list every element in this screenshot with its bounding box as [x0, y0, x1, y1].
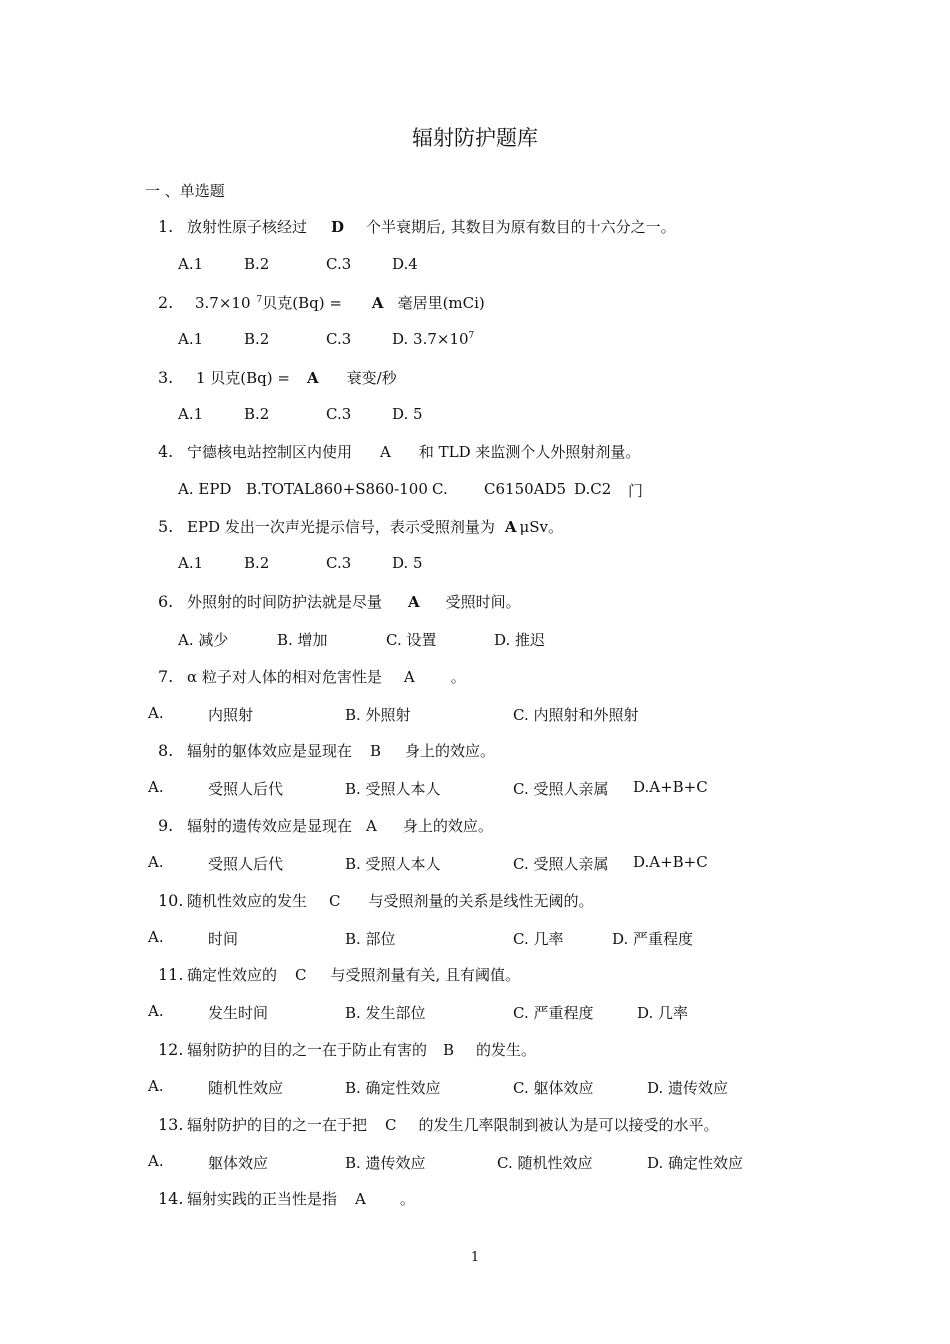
question-text: 辐射防护的目的之一在于防止有害的 — [187, 1041, 428, 1059]
answer-letter: A — [403, 668, 415, 686]
exponent: 7 — [256, 295, 263, 305]
question-text-tail: μSv。 — [519, 518, 563, 536]
option-12a-label: A. — [148, 1077, 164, 1095]
question-text-tail: 身上的效应。 — [405, 742, 496, 760]
question-4 — [158, 441, 640, 462]
question-12 — [158, 1039, 536, 1060]
option-4d-tail: 门 — [628, 482, 644, 500]
option-4c-label: C. — [432, 480, 448, 498]
question-number: 8. — [158, 741, 174, 760]
option-8d: D.A+B+C — [633, 778, 708, 796]
answer-letter: A — [366, 817, 377, 835]
answer-letter: A — [371, 294, 384, 312]
question-number: 4. — [158, 442, 174, 461]
option-8a: 受照人后代 — [208, 780, 284, 798]
question-text-tail: 个半衰期后, 其数目为原有数目的十六分之一。 — [366, 218, 676, 236]
option-13a: 躯体效应 — [208, 1154, 269, 1172]
option-10c: C. 几率 — [513, 930, 564, 948]
answer-letter: D — [331, 218, 345, 236]
option-8a-label: A. — [148, 778, 164, 796]
option-3c: C.3 — [326, 405, 352, 423]
option-6a: A. 减少 — [178, 631, 229, 649]
answer-letter: C — [295, 966, 307, 984]
option-11c: C. 严重程度 — [513, 1004, 594, 1022]
question-13 — [158, 1114, 719, 1135]
question-text-tail: 毫居里(mCi) — [397, 294, 485, 312]
question-number: 6. — [158, 592, 174, 611]
question-9 — [158, 815, 493, 836]
answer-letter: A — [504, 518, 517, 536]
answer-letter: A — [380, 443, 391, 461]
option-11b: B. 发生部位 — [345, 1004, 426, 1022]
question-text: 宁德核电站控制区内使用 — [187, 443, 353, 461]
option-5b: B.2 — [244, 554, 270, 572]
option-7c: C. 内照射和外照射 — [513, 706, 639, 724]
option-8c: C. 受照人亲属 — [513, 780, 609, 798]
page-number: 1 — [470, 1250, 480, 1265]
option-11d: D. 几率 — [637, 1004, 689, 1022]
option-5d: D. 5 — [392, 554, 423, 572]
question-text: 辐射实践的正当性是指 — [187, 1190, 338, 1208]
question-number: 14. — [158, 1189, 184, 1208]
option-2a: A.1 — [178, 330, 204, 348]
question-text-tail: 与受照剂量的关系是线性无阈的。 — [368, 892, 594, 910]
option-2c: C.3 — [326, 330, 352, 348]
option-9a-label: A. — [148, 853, 164, 871]
answer-letter: A — [306, 369, 319, 387]
question-1 — [158, 216, 676, 237]
question-number: 9. — [158, 816, 174, 835]
question-5 — [158, 516, 563, 537]
answer-letter: A — [408, 593, 420, 611]
question-text-tail: 的发生。 — [476, 1041, 537, 1059]
option-10b: B. 部位 — [345, 930, 396, 948]
option-5c: C.3 — [326, 554, 352, 572]
option-13a-label: A. — [148, 1152, 164, 1170]
option-7a-label: A. — [148, 704, 164, 722]
option-3d: D. 5 — [392, 405, 423, 423]
question-text-tail: 。 — [399, 1190, 415, 1208]
section-heading: 一 、单选题 — [145, 182, 225, 200]
answer-letter: C — [385, 1116, 397, 1134]
question-7 — [158, 666, 466, 687]
option-7a: 内照射 — [208, 706, 254, 724]
question-text: 放射性原子核经过 — [187, 218, 308, 236]
question-text-2: 贝克(Bq) = — [262, 294, 342, 312]
option-13b: B. 遗传效应 — [345, 1154, 426, 1172]
question-text: 辐射的遗传效应是显现在 — [187, 817, 353, 835]
option-3a: A.1 — [178, 405, 204, 423]
option-9c: C. 受照人亲属 — [513, 855, 609, 873]
option-12a: 随机性效应 — [208, 1079, 284, 1097]
question-14 — [158, 1188, 415, 1209]
question-number: 1. — [158, 217, 174, 236]
option-11a-label: A. — [148, 1002, 164, 1020]
question-text: 辐射的躯体效应是显现在 — [187, 742, 353, 760]
question-text: 3.7×10 — [195, 294, 251, 312]
option-11a: 发生时间 — [208, 1004, 269, 1022]
question-text: 随机性效应的发生 — [187, 892, 308, 910]
option-6b: B. 增加 — [277, 631, 328, 649]
answer-letter: A — [355, 1190, 366, 1208]
answer-letter: B — [370, 742, 382, 760]
option-2b: B.2 — [244, 330, 270, 348]
question-number: 11. — [158, 965, 184, 984]
option-4d: D.C2 — [574, 480, 612, 498]
option-1d: D.4 — [392, 255, 418, 273]
option-6c: C. 设置 — [386, 631, 437, 649]
option-9a: 受照人后代 — [208, 855, 284, 873]
option-12d: D. 遗传效应 — [647, 1079, 729, 1097]
question-text-tail: 衰变/秒 — [346, 369, 397, 387]
option-10a-label: A. — [148, 928, 164, 946]
question-text-tail: 受照时间。 — [445, 593, 521, 611]
question-11 — [158, 964, 520, 985]
option-1c: C.3 — [326, 255, 352, 273]
option-2d: D. $3.7\times 10^7$ — [392, 330, 475, 348]
question-number: 13. — [158, 1115, 184, 1134]
question-2 — [158, 292, 485, 313]
question-text-tail: 的发生几率限制到被认为是可以接受的水平。 — [418, 1116, 719, 1134]
option-7b: B. 外照射 — [345, 706, 411, 724]
question-text-tail: 。 — [450, 668, 466, 686]
answer-letter: C — [329, 892, 341, 910]
question-3 — [158, 367, 397, 388]
option-8b: B. 受照人本人 — [345, 780, 441, 798]
question-8 — [158, 740, 495, 761]
option-5a: A.1 — [178, 554, 204, 572]
question-10 — [158, 890, 594, 911]
option-3b: B.2 — [244, 405, 270, 423]
question-number: 7. — [158, 667, 174, 686]
question-text-tail: 身上的效应。 — [402, 817, 493, 835]
option-12b: B. 确定性效应 — [345, 1079, 441, 1097]
option-1a: A.1 — [178, 255, 204, 273]
option-10a: 时间 — [208, 930, 239, 948]
question-text-tail: 和 TLD 来监测个人外照射剂量。 — [418, 443, 641, 461]
option-4b: B.TOTAL860+S860-100 — [246, 480, 428, 498]
option-13c: C. 随机性效应 — [497, 1154, 593, 1172]
question-text: EPD 发出一次声光提示信号，表示受照剂量为 — [187, 518, 495, 536]
question-number: 3. — [158, 368, 174, 387]
question-text-tail: 与受照剂量有关, 且有阈值。 — [330, 966, 521, 984]
option-12c: C. 躯体效应 — [513, 1079, 594, 1097]
question-number: 2. — [158, 293, 174, 312]
option-9b: B. 受照人本人 — [345, 855, 441, 873]
document-title: 辐射防护题库 — [412, 126, 538, 150]
question-text: 辐射防护的目的之一在于把 — [187, 1116, 368, 1134]
option-4a: A. EPD — [178, 480, 232, 498]
question-number: 5. — [158, 517, 174, 536]
answer-letter: B — [443, 1041, 455, 1059]
question-text: α 粒子对人体的相对危害性是 — [187, 668, 382, 686]
question-text: 确定性效应的 — [187, 966, 278, 984]
question-text: 外照射的时间防护法就是尽量 — [187, 593, 383, 611]
question-number: 12. — [158, 1040, 184, 1059]
question-number: 10. — [158, 891, 184, 910]
option-6d: D. 推迟 — [494, 631, 546, 649]
question-text: 1 贝克(Bq) = — [196, 369, 290, 387]
option-9d: D.A+B+C — [633, 853, 708, 871]
question-6 — [158, 591, 521, 612]
option-10d: D. 严重程度 — [612, 930, 694, 948]
option-13d: D. 确定性效应 — [647, 1154, 744, 1172]
option-1b: B.2 — [244, 255, 270, 273]
option-4c-value: C6150AD5 — [484, 480, 567, 498]
